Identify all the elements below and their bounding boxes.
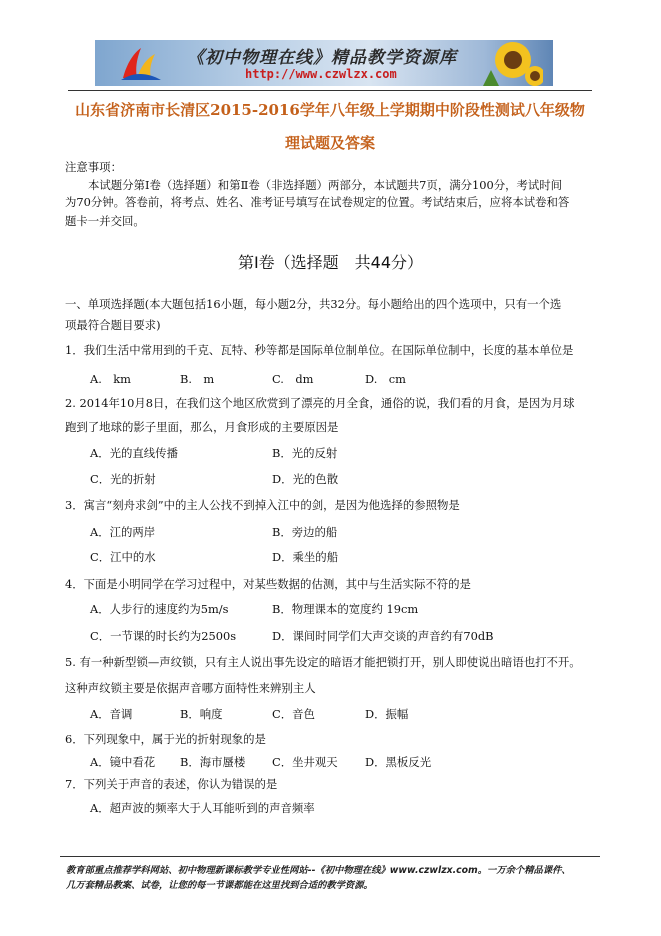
question-stem: 2. 2014年10月8日，在我们这个地区欣赏到了漂亮的月全食，通俗的说，我们看的月食，是因为月球 (65, 396, 575, 410)
option-d: D．振幅 (365, 707, 409, 721)
option-a: A．超声波的频率大于人耳能听到的声音频率 (90, 801, 315, 815)
option-d: D．课间时同学们大声交谈的声音约有70dB (272, 629, 494, 643)
option-d: D．黑板反光 (365, 755, 432, 769)
sunflower-icon (473, 40, 543, 86)
site-logo-icon (117, 44, 163, 82)
instructions-line: 一、单项选择题(本大题包括16小题，每小题2分，共32分。每小题给出的四个选项中，只有一个选 (65, 297, 562, 311)
question-stem: 6．下列现象中，属于光的折射现象的是 (65, 732, 266, 746)
option-c: C．坐井观天 (272, 755, 338, 769)
instructions-line: 项最符合题目要求) (65, 318, 161, 332)
option-c: C．音色 (272, 707, 315, 721)
option-d: D．乘坐的船 (272, 550, 339, 564)
option-c: C．一节课的时长约为2500s (90, 629, 237, 643)
footer-line: 教育部重点推荐学科网站、初中物理新课标教学专业性网站--《初中物理在线》www.czwlzx.com。一万余个精品课件、 (66, 865, 571, 876)
notice-line: 题卡一并交回。 (65, 214, 145, 228)
notice-heading: 注意事项： (65, 160, 122, 174)
document-title-line-1: 山东省济南市长清区2015-2016学年八年级上学期期中阶段性测试八年级物 (75, 101, 585, 119)
option-a: A．光的直线传播 (90, 446, 178, 460)
option-b: B. m (180, 372, 215, 386)
question-stem: 这种声纹锁主要是依据声音哪方面特性来辨别主人 (65, 681, 316, 695)
question-stem: 5. 有一种新型锁—声纹锁，只有主人说出事先设定的暗语才能把锁打开，别人即使说出暗语也打不开。 (65, 655, 581, 669)
option-b: B．物理课本的宽度约 19cm (272, 602, 419, 616)
footer-divider (60, 856, 600, 857)
option-b: B．响度 (180, 707, 223, 721)
question-stem: 4．下面是小明同学在学习过程中，对某些数据的估测，其中与生活实际不符的是 (65, 577, 471, 591)
option-a: A．人步行的速度约为5m/s (90, 602, 229, 616)
option-d: D．光的色散 (272, 472, 339, 486)
question-stem: 1．我们生活中常用到的千克、瓦特、秒等都是国际单位制单位。在国际单位制中，长度的基本单位是 (65, 343, 574, 357)
question-stem: 7．下列关于声音的表述，你认为错误的是 (65, 777, 278, 791)
question-stem: 3．寓言“刻舟求剑”中的主人公找不到掉入江中的剑，是因为他选择的参照物是 (65, 498, 460, 512)
option-b: B．海市蜃楼 (180, 755, 246, 769)
option-b: B．光的反射 (272, 446, 338, 460)
option-b: B．旁边的船 (272, 525, 338, 539)
option-d: D. cm (365, 372, 406, 386)
option-c: C. dm (272, 372, 314, 386)
option-a: A．镜中看花 (90, 755, 156, 769)
document-title-line-2: 理试题及答案 (284, 134, 375, 152)
header-divider (68, 90, 592, 91)
option-a: A．音调 (90, 707, 133, 721)
option-a: A．江的两岸 (90, 525, 156, 539)
footer-line: 几万套精品教案、试卷，让您的每一节课都能在这里找到合适的教学资源。 (66, 880, 373, 891)
section-title: 第Ⅰ卷（选择题 共44分） (237, 253, 424, 272)
banner-url: http://www.czwlzx.com (245, 67, 397, 81)
option-c: C．光的折射 (90, 472, 156, 486)
header-banner (95, 40, 553, 86)
notice-line: 本试题分第Ⅰ卷（选择题）和第Ⅱ卷（非选择题）两部分，本试题共7页，满分100分，考试时间 (88, 178, 563, 192)
banner-title: 《初中物理在线》精品教学资源库 (187, 48, 457, 68)
option-c: C．江中的水 (90, 550, 156, 564)
question-stem: 跑到了地球的影子里面，那么，月食形成的主要原因是 (65, 420, 339, 434)
option-a: A. km (90, 372, 131, 386)
notice-line: 为70分钟。答卷前，将考点、姓名、准考证号填写在试卷规定的位置。考试结束后，应将本试卷和答 (65, 195, 570, 209)
